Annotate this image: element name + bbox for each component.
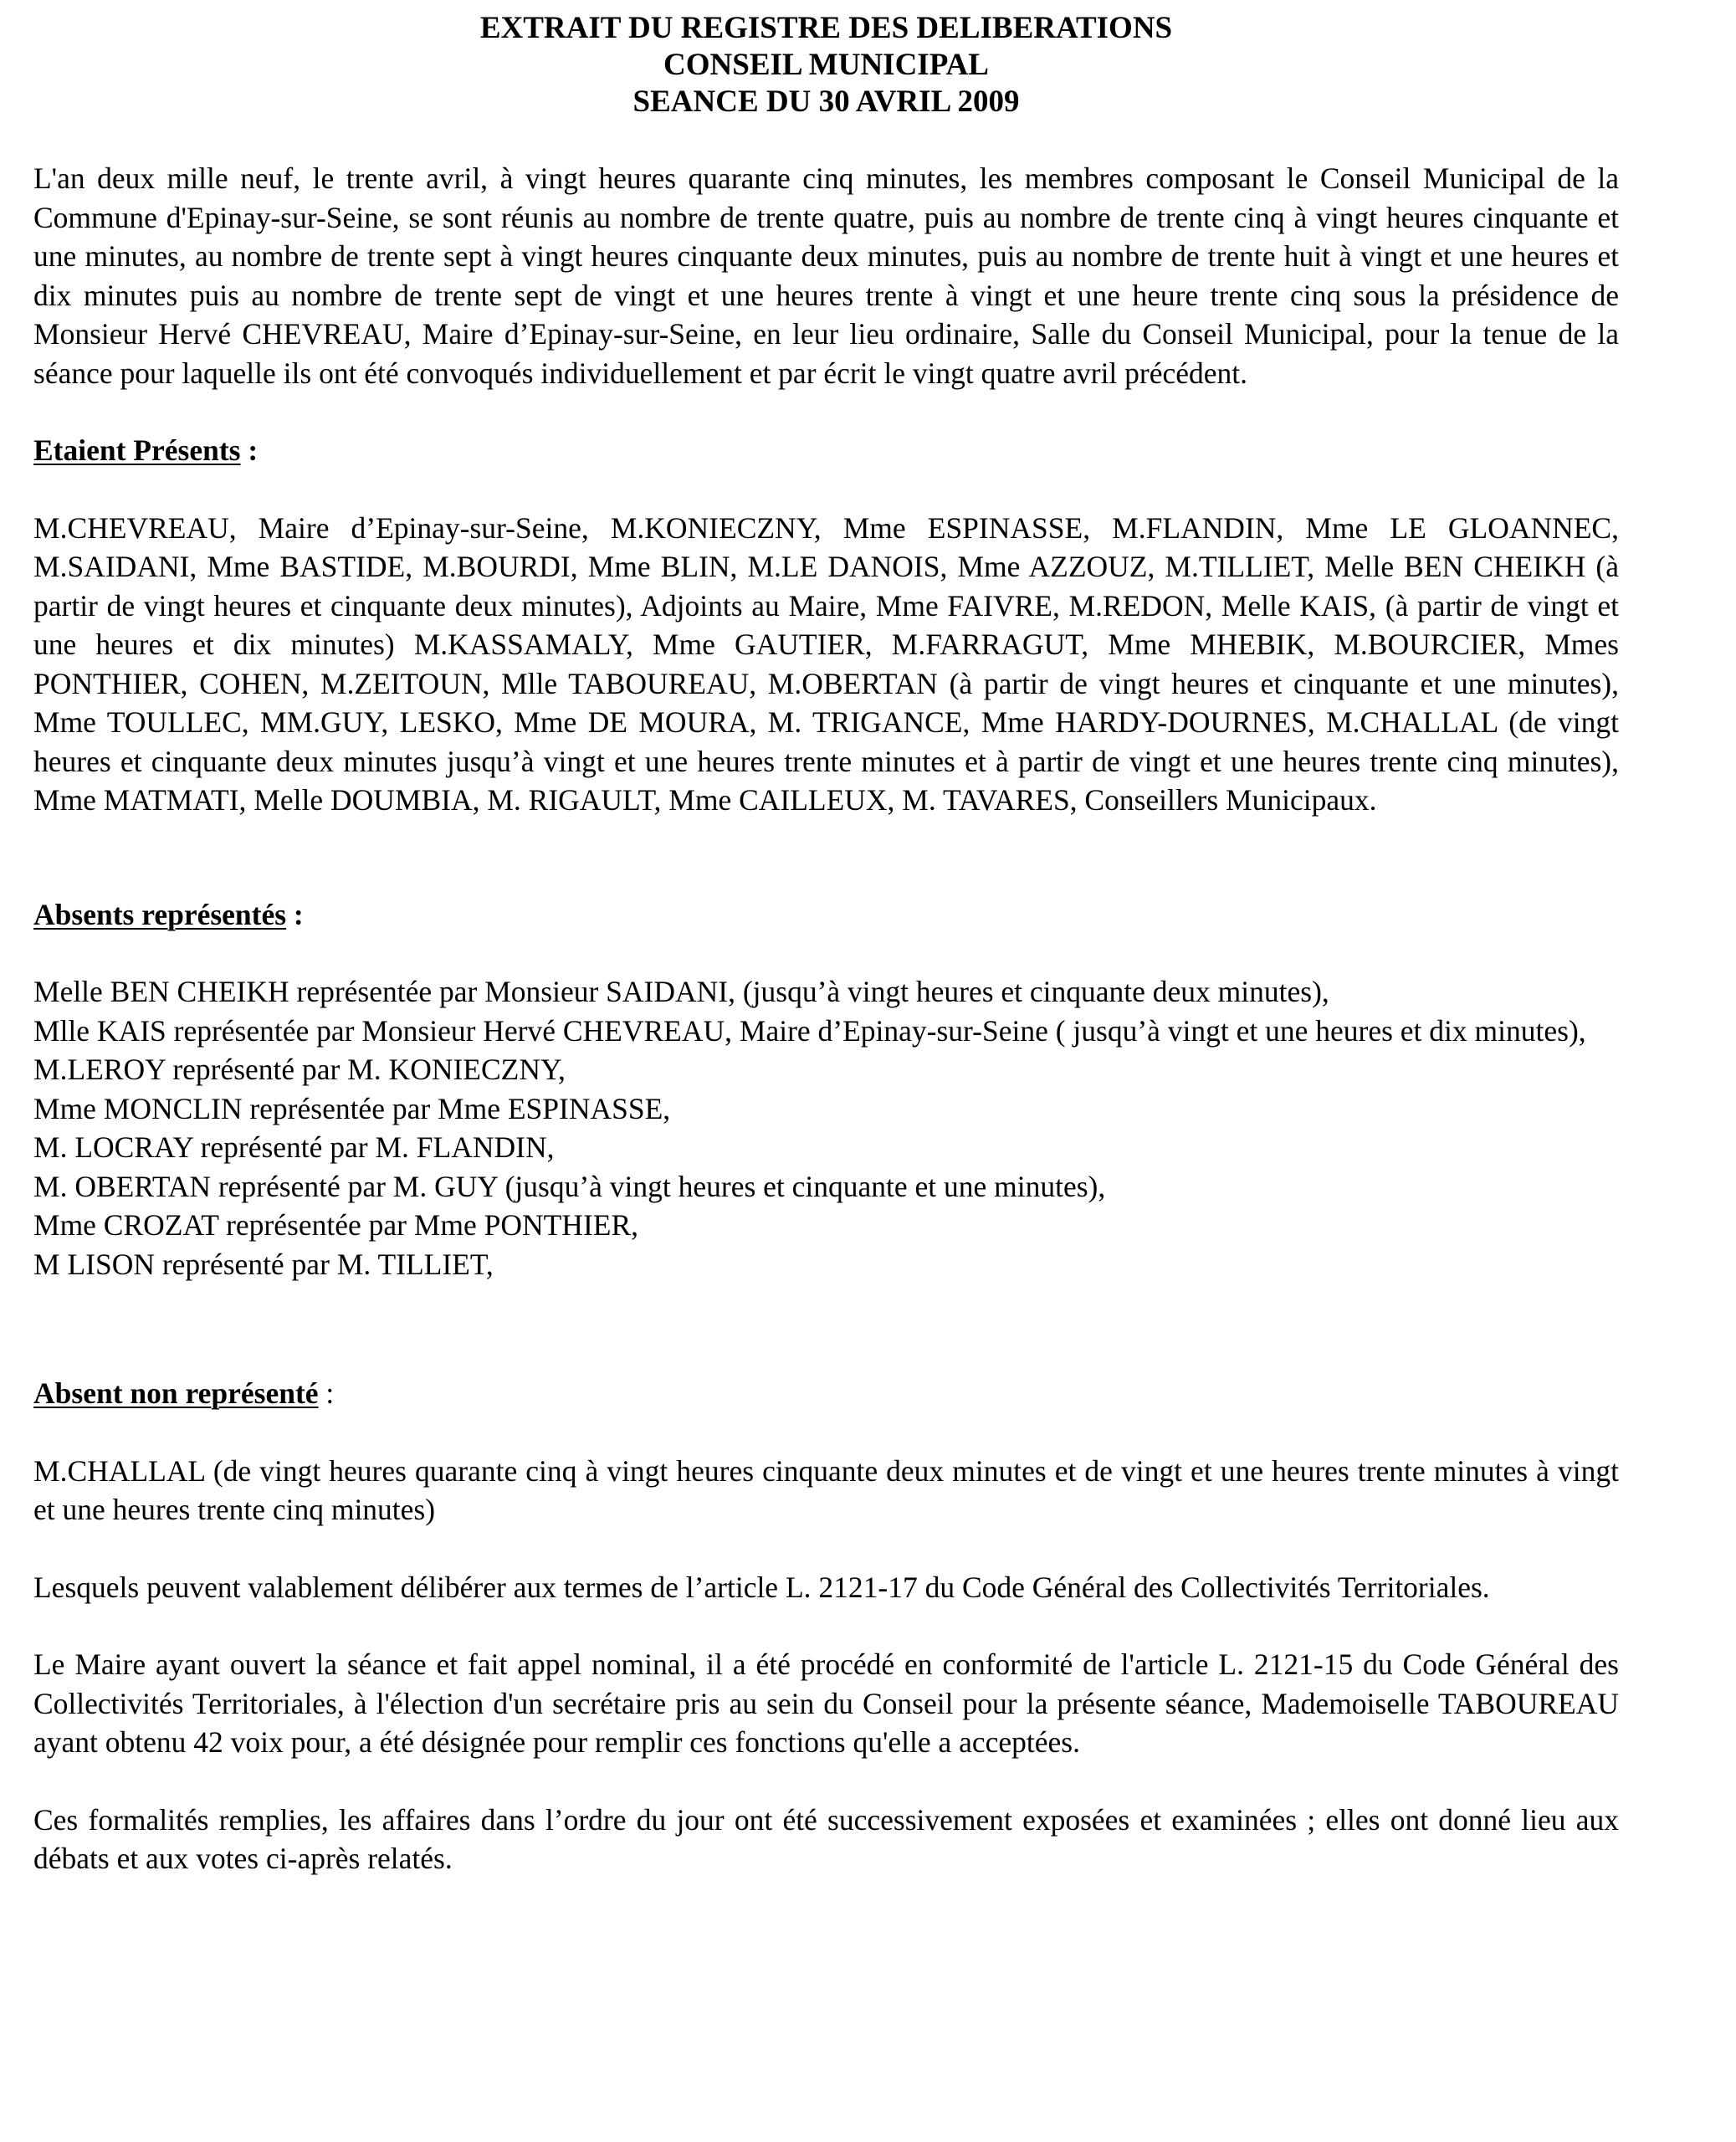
spacer (33, 392, 1619, 431)
absent-not-represented-heading-label: Absent non représenté (33, 1376, 319, 1410)
spacer (33, 470, 1619, 509)
presents-list: M.CHEVREAU, Maire d’Epinay-sur-Seine, M.KONIECZNY, Mme ESPINASSE, M.FLANDIN, Mme LE GLOANNEC, M.SAIDANI, Mme BASTIDE, M.BOURDI, Mme BLIN, M.LE DANOIS, Mme AZZOUZ, M.TILLIET, Melle BEN CHEIKH (à partir de vingt heures et cinquante deux minutes), Adjoints au Maire, Mme FAIVRE, M.REDON, Melle KAIS, (à partir de vingt et une heures et dix minutes) M.KASSAMALY, Mme GAUTIER, M.FARRAGUT, Mme MHEBIK, M.BOURCIER, Mmes PONTHIER, COHEN, M.ZEITOUN, Mlle TABOUREAU, M.OBERTAN (à partir de vingt heures et cinquante et une minutes), Mme TOULLEC, MM.GUY, LESKO, Mme DE MOURA, M. TRIGANCE, Mme HARDY-DOURNES, M.CHALLAL (de vingt heures et cinquante deux minutes jusqu’à vingt et une heures trente minutes et à partir de vingt et une heures trente cinq minutes), Mme MATMATI, Melle DOUMBIA, M. RIGAULT, Mme CAILLEUX, M. TAVARES, Conseillers Municipaux. (33, 510, 1619, 817)
presents-heading-label: Etaient Présents (33, 433, 241, 467)
formalities-paragraph: Ces formalités remplies, les affaires dans l’ordre du jour ont été successivement exposées et examinées ; elles ont donné lieu aux débats et aux votes ci-après relatés. (33, 1802, 1619, 1875)
spacer (33, 1606, 1619, 1645)
spacer (33, 820, 1619, 895)
spacer (33, 1530, 1619, 1568)
header-title: EXTRAIT DU REGISTRE DES DELIBERATIONS (479, 11, 1173, 45)
absent-not-represented-heading-colon: : (318, 1376, 335, 1410)
list-item: M.LEROY représenté par M. KONIECZNY, (33, 1053, 566, 1086)
absents-represented-list (33, 972, 1619, 1284)
absents-represented-heading-colon: : (286, 897, 304, 931)
absent-not-represented-heading (33, 1374, 1619, 1413)
absents-represented-heading (33, 895, 1619, 935)
list-item: Melle BEN CHEIKH représentée par Monsieur SAIDANI, (jusqu’à vingt heures et cinquante deux minutes), (33, 975, 1329, 1008)
document-header (33, 10, 1619, 120)
intro-paragraph: L'an deux mille neuf, le trente avril, à vingt heures quarante cinq minutes, les membres composant le Conseil Municipal de la Commune d'Epinay-sur-Seine, se sont réunis au nombre de trente quatre, puis au nombre de trente cinq à vingt heures cinquante et une minutes, au nombre de trente sept à vingt heures cinquante deux minutes, puis au nombre de trente huit à vingt et une heures et dix minutes puis au nombre de trente sept de vingt et une heures trente à vingt et une heure trente cinq sous la présidence de Monsieur Hervé CHEVREAU, Maire d’Epinay-sur-Seine, en leur lieu ordinaire, Salle du Conseil Municipal, pour la tenue de la séance pour laquelle ils ont été convoqués individuellement et par écrit le vingt quatre avril précédent. (33, 161, 1619, 390)
list-item: Mme CROZAT représentée par Mme PONTHIER, (33, 1208, 639, 1242)
spacer (33, 120, 1619, 159)
document-page (33, 10, 1619, 1878)
quorum-paragraph: Lesquels peuvent valablement délibérer aux termes de l’article L. 2121-17 du Code Général des Collectivités Territoriales. (33, 1570, 1490, 1604)
secretary-paragraph: Le Maire ayant ouvert la séance et fait appel nominal, il a été procédé en conformité de l'article L. 2121-15 du Code Général des Collectivités Territoriales, à l'élection d'un secrétaire pris au sein du Conseil pour la présente séance, Mademoiselle TABOUREAU ayant obtenu 42 voix pour, a été désignée pour remplir ces fonctions qu'elle a acceptées. (33, 1647, 1619, 1759)
list-item: M. OBERTAN représenté par M. GUY (jusqu’à vingt heures et cinquante et une minutes), (33, 1169, 1106, 1203)
list-item: Mme MONCLIN représentée par Mme ESPINASSE, (33, 1091, 671, 1125)
header-session-date: SEANCE DU 30 AVRIL 2009 (632, 85, 1020, 119)
list-item: M. LOCRAY représenté par M. FLANDIN, (33, 1130, 555, 1164)
list-item: M LISON représenté par M. TILLIET, (33, 1247, 494, 1281)
spacer (33, 1284, 1619, 1374)
spacer (33, 1762, 1619, 1801)
presents-heading (33, 431, 1619, 470)
spacer (33, 934, 1619, 972)
presents-heading-colon: : (240, 433, 259, 467)
header-council: CONSEIL MUNICIPAL (663, 48, 989, 82)
absent-not-represented-text: M.CHALLAL (de vingt heures quarante cinq à vingt heures cinquante deux minutes et de vingt et une heures trente minutes à vingt et une heures trente cinq minutes) (33, 1453, 1619, 1526)
spacer (33, 1413, 1619, 1452)
list-item: Mlle KAIS représentée par Monsieur Hervé CHEVREAU, Maire d’Epinay-sur-Seine ( jusqu’à vingt et une heures et dix minutes), (33, 1013, 1586, 1048)
absents-represented-heading-label: Absents représentés (33, 897, 287, 931)
